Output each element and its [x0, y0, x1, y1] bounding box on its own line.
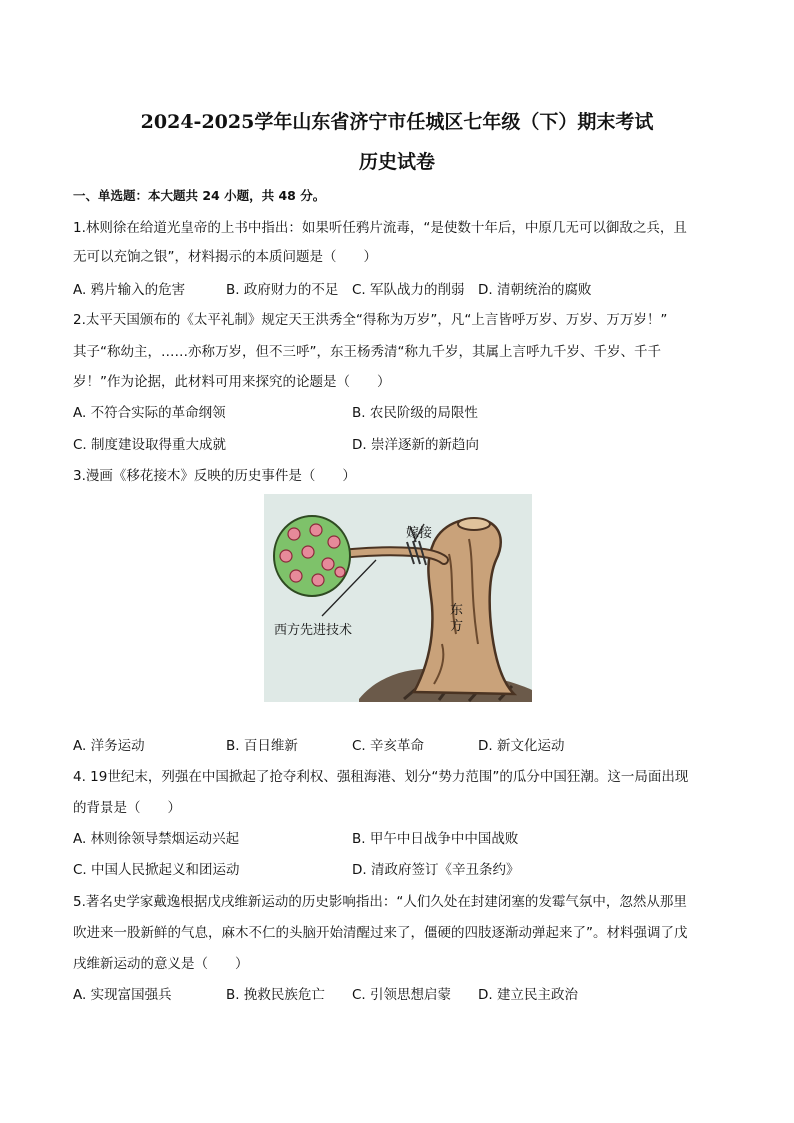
exam-subtitle: 历史试卷	[358, 151, 435, 173]
label-east-1: 东	[450, 603, 464, 618]
grafting-cartoon	[264, 494, 532, 702]
q2-stem-line-1: 2.太平天国颁布的《太平礼制》规定天王洪秀全“得称为万岁”，凡“上言皆呼万岁、万岁、万万岁！”	[73, 312, 668, 328]
q1-option-d[interactable]: D. 清朝统治的腐败	[478, 282, 592, 298]
q4-stem-line-1: 4. 19世纪末，列强在中国掀起了抢夺利权、强租海港、划分“势力范围”的瓜分中国狂潮。这一局面出现	[73, 769, 689, 785]
label-western-technology: 西方先进技术	[274, 623, 353, 638]
q5-option-b[interactable]: B. 挽救民族危亡	[226, 987, 325, 1003]
q2-option-d[interactable]: D. 崇洋逐新的新趋向	[352, 437, 479, 453]
q3-option-c[interactable]: C. 辛亥革命	[352, 738, 425, 754]
q5-stem-line-1: 5.著名史学家戴逸根据戊戌维新运动的历史影响指出：“人们久处在封建闭塞的发霉气氛中，忽然从那里	[73, 894, 687, 910]
q4-option-b[interactable]: B. 甲午中日战争中中国战败	[352, 831, 519, 847]
section-heading: 一、单选题：本大题共 24 小题，共 48 分。	[73, 188, 326, 203]
q1-option-b[interactable]: B. 政府财力的不足	[226, 282, 339, 298]
q4-option-c[interactable]: C. 中国人民掀起义和团运动	[73, 862, 240, 878]
q2-option-c[interactable]: C. 制度建设取得重大成就	[73, 437, 227, 453]
q5-stem-line-2: 吹进来一股新鲜的气息，麻木不仁的头脑开始清醒过来了，僵硬的四肢逐渐动弹起来了”。材料强调了戊	[73, 925, 688, 941]
q5-stem-line-3: 戌维新运动的意义是（ ）	[73, 956, 249, 972]
q2-stem-line-3: 岁！”作为论据，此材料可用来探究的论题是（ ）	[73, 374, 391, 390]
q2-option-b[interactable]: B. 农民阶级的局限性	[352, 405, 478, 421]
q5-option-d[interactable]: D. 建立民主政治	[478, 987, 578, 1003]
q4-option-a[interactable]: A. 林则徐领导禁烟运动兴起	[73, 831, 240, 847]
q1-option-c[interactable]: C. 军队战力的削弱	[352, 282, 465, 298]
q1-stem-line-2: 无可以充饷之银”，材料揭示的本质问题是（ ）	[73, 249, 377, 265]
q5-option-a[interactable]: A. 实现富国强兵	[73, 987, 172, 1003]
label-east-2: 方	[450, 619, 464, 634]
q3-option-d[interactable]: D. 新文化运动	[478, 738, 565, 754]
q3-stem-line-1: 3.漫画《移花接木》反映的历史事件是（ ）	[73, 468, 356, 484]
q4-stem-line-2: 的背景是（ ）	[73, 800, 181, 816]
trunk-cut-top	[458, 518, 490, 530]
exam-title: 2024-2025学年山东省济宁市任城区七年级（下）期末考试	[140, 111, 654, 133]
q1-option-a[interactable]: A. 鸦片输入的危害	[73, 282, 186, 298]
q3-option-a[interactable]: A. 洋务运动	[73, 738, 145, 754]
q1-stem-line-1: 1.林则徐在给道光皇帝的上书中指出：如果听任鸦片流毒，“是使数十年后，中原几无可以御敌之兵，且	[73, 220, 687, 236]
q3-option-b[interactable]: B. 百日维新	[226, 738, 298, 754]
label-graft: 嫁接	[406, 526, 433, 541]
q4-option-d[interactable]: D. 清政府签订《辛丑条约》	[352, 862, 520, 878]
q2-stem-line-2: 其子“称幼主，……亦称万岁，但不三呼”，东王杨秀清“称九千岁，其属上言呼九千岁、千岁、千千	[73, 344, 661, 360]
q5-option-c[interactable]: C. 引领思想启蒙	[352, 987, 452, 1003]
q2-option-a[interactable]: A. 不符合实际的革命纲领	[73, 405, 226, 421]
